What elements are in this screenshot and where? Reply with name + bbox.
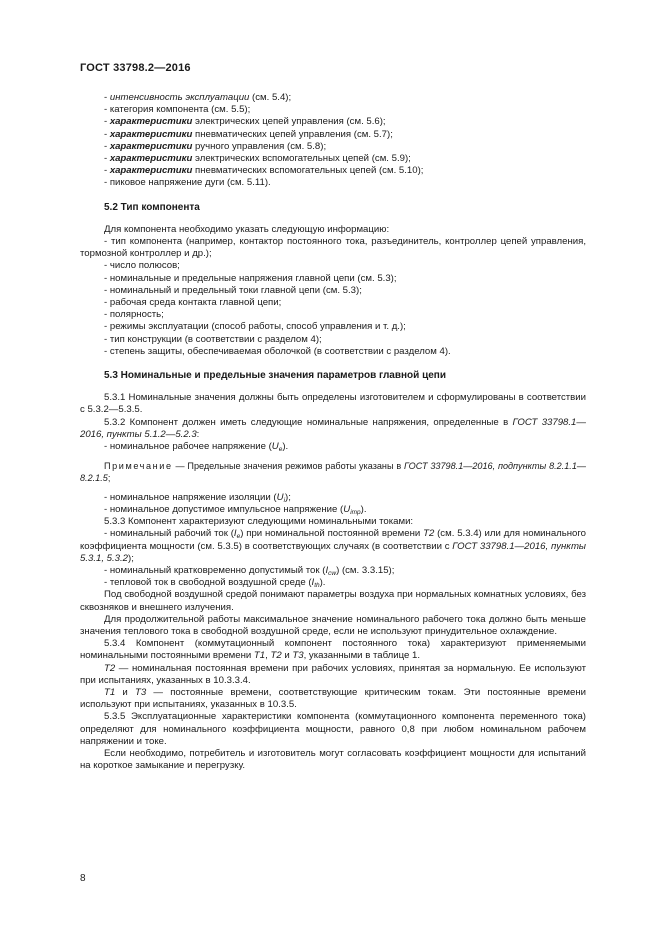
paragraph-5-3-3: 5.3.3 Компонент характеризуют следующими номинальными токами: xyxy=(104,516,414,528)
list-item: - тип компонента (например, контактор постоянного тока, разъединитель, контроллер цепей управления, тормозной контроллер и др.); xyxy=(80,236,586,260)
section-heading-5-3: 5.3 Номинальные и предельные значения параметров главной цепи xyxy=(104,370,446,382)
paragraph-5-3-2: 5.3.2 Компонент должен иметь следующие номинальные напряжения, определенные в ГОСТ 33798.1—2016, пункты 5.1.2—5.2.3: xyxy=(80,416,586,440)
list-item: - интенсивность эксплуатации (см. 5.4); xyxy=(104,92,292,103)
list-item: - режимы эксплуатации (способ работы, способ управления и т. д.); xyxy=(104,321,406,333)
document-header-code: ГОСТ 33798.2—2016 xyxy=(80,62,191,74)
page-number: 8 xyxy=(80,873,86,884)
paragraph: T1 и T3 — постоянные времени, соответствующие критическим токам. Эти постоянные времени используют при испытаниях, указанных в 10.3.5. xyxy=(80,686,586,711)
list-item: - характеристики ручного управления (см. 5.8); xyxy=(104,140,327,152)
list-item: - номинальное допустимое импульсное напряжение $(U_{imp})$. xyxy=(104,503,367,516)
list-item: - степень защиты, обеспечиваемая оболочкой (в соответствии с разделом 4). xyxy=(104,345,451,357)
paragraph-5-3-5: 5.3.5 Эксплуатационные характеристики компонента (коммутационного компонента переменного тока) определяют для номинального коэффициента мощности, равного 0,8 при любом номинальном рабочем напряжении и токе. xyxy=(80,711,586,747)
section-heading-5-2: 5.2 Тип компонента xyxy=(104,201,200,213)
list-item: - номинальное напряжение изоляции $(U_i)$; xyxy=(104,491,291,504)
list-item: - номинальное рабочее напряжение $(U_e)$. xyxy=(104,441,289,454)
document-body xyxy=(80,92,586,772)
list-item: - номинальный кратковременно допустимый ток $(I_{cw})$ (см. 3.3.15); xyxy=(104,564,395,577)
paragraph: Для продолжительной работы максимальное значение номинального рабочего тока должно быть меньше значения теплового тока в свободной воздушной среде, если не используют принудительное охлаждение. xyxy=(80,613,586,637)
paragraph: Если необходимо, потребитель и изготовитель могут согласовать коэффициент мощности для испытаний на короткое замыкание и перегрузку. xyxy=(80,747,586,772)
list-item: - полярность; xyxy=(104,309,164,321)
list-item: - характеристики пневматических цепей управления (см. 5.7); xyxy=(104,128,393,140)
list-item: - тип конструкции (в соответствии с разделом 4); xyxy=(104,333,322,345)
list-item: - пиковое напряжение дуги (см. 5.11). xyxy=(104,177,271,189)
paragraph: Под свободной воздушной средой понимают параметры воздуха при нормальных комнатных условиях, без сквозняков и внешнего излучения. xyxy=(80,589,586,613)
list-item: - тепловой ток в свободной воздушной среде $(I_{th})$. xyxy=(104,577,326,590)
list-item: - число полюсов; xyxy=(104,260,180,272)
list-item: - номинальный рабочий ток $(I_e)$ при номинальной постоянной времени T2 (см. 5.3.4) или для номинального коэффициента мощности (см. 5.3.5) в соответствующих случаях (в соответствии с ГОСТ 33798.1—2016, пункты 5.3.1, 5.3.2); xyxy=(80,528,587,564)
paragraph: Для компонента необходимо указать следующую информацию: xyxy=(104,223,390,235)
paragraph-5-3-1: 5.3.1 Номинальные значения должны быть определены изготовителем и сформулированы в соответствии с 5.3.2—5.3.5. xyxy=(80,392,586,416)
list-item: - номинальные и предельные напряжения главной цепи (см. 5.3); xyxy=(104,272,397,284)
list-item: - характеристики электрических цепей управления (см. 5.6); xyxy=(104,116,386,128)
list-item: - рабочая среда контакта главной цепи; xyxy=(104,297,282,309)
list-item: - номинальный и предельный токи главной цепи (см. 5.3); xyxy=(104,284,362,296)
list-item: - характеристики пневматических вспомогательных цепей (см. 5.10); xyxy=(104,165,424,177)
list-item: - характеристики электрических вспомогательных цепей (см. 5.9); xyxy=(104,153,411,165)
paragraph-5-3-4: 5.3.4 Компонент (коммутационный компонент постоянного тока) характеризуют применяемыми номинальными постоянными времени T1, T2 и T3, указанными в таблице 1. xyxy=(80,638,586,662)
list-item: - категория компонента (см. 5.5); xyxy=(104,104,251,116)
paragraph: T2 — номинальная постоянная времени при рабочих условиях, принятая за нормальную. Ее используют при испытаниях, указанных в 10.3.3.4. xyxy=(80,662,586,686)
note: Примечание — Предельные значения режимов работы указаны в ГОСТ 33798.1—2016, подпункты 8.2.1.1—8.2.1.5; xyxy=(80,461,586,484)
